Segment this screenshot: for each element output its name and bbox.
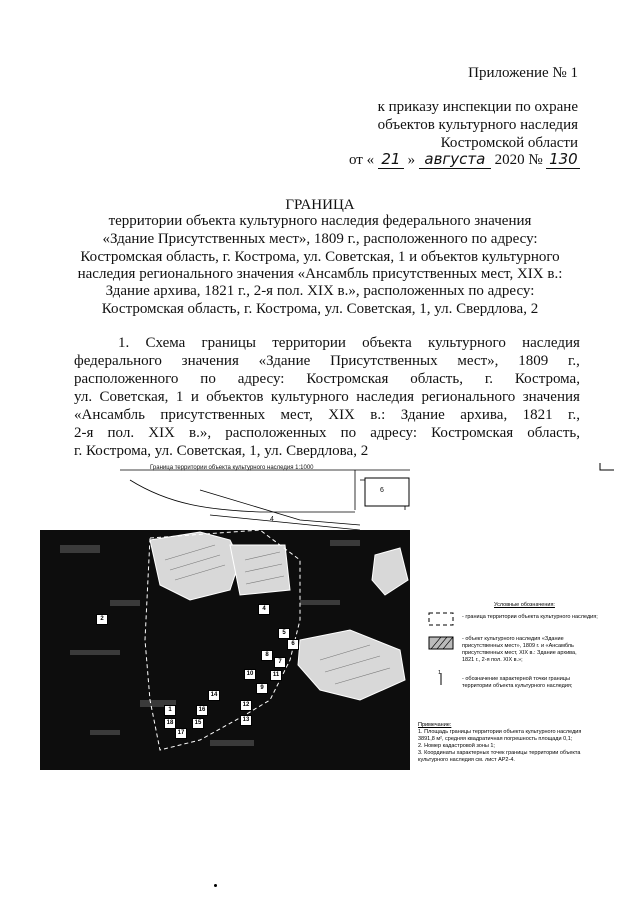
point-label-11: 11 (270, 670, 282, 681)
order-line-3: Костромской области (440, 135, 578, 151)
note-1b: 3891,8 м², средняя квадратичная погрешность площади 0,1; (418, 736, 573, 742)
point-label-2: 2 (96, 614, 108, 625)
legend-item-heritage-1: - объект культурного наследия «Здание (462, 636, 564, 642)
appendix-label: Приложение № 1 (468, 65, 578, 81)
order-line-1: к приказу инспекции по охране (377, 99, 578, 115)
title-line-2: «Здание Присутственных мест», 1809 г., расположенного по адресу: (102, 231, 538, 247)
point-label-12: 12 (240, 700, 252, 711)
date-prefix: от « (349, 152, 375, 168)
legend-item-heritage-4: 1821 г., 2-я пол. XIX в.»; (462, 657, 523, 663)
date-day: 21 (378, 150, 404, 169)
title-line-3: Костромская область, г. Кострома, ул. Советская, 1 и объектов культурного (80, 249, 560, 265)
point-label-13: 13 (240, 715, 252, 726)
map-title: Граница территории объекта культурного наследия 1:1000 (150, 465, 314, 471)
note-1: 1. Площадь границы территории объекта культурного наследия (418, 729, 582, 735)
title-line-5: Здание архива, 1821 г., 2-я пол. XIX в.», расположенных по адресу: (105, 283, 535, 299)
legend-point-marker: 1 (438, 670, 442, 676)
point-label-18: 18 (164, 718, 176, 729)
legend-item-boundary: - граница территории объекта культурного наследия; (462, 614, 598, 620)
legend-title: Условные обозначения: (494, 602, 555, 608)
order-line-2: объектов культурного наследия (377, 117, 578, 133)
point-label-14: 14 (208, 690, 220, 701)
point-label-8: 8 (261, 650, 273, 661)
note-3: 3. Координаты характерных точек границы территории объекта (418, 750, 581, 756)
body-line-6: 2-я пол. XIX в.», расположенных по адресу: Костромская область, (74, 425, 580, 441)
point-label-4: 4 (258, 604, 270, 615)
point-label-7: 7 (274, 657, 286, 668)
legend-symbols (428, 611, 454, 691)
point-label-6: 6 (287, 639, 299, 650)
date-mid: » (407, 152, 416, 168)
point-label-15: 15 (192, 718, 204, 729)
document-title: ГРАНИЦА (285, 197, 355, 213)
point-label-5: 5 (278, 628, 290, 639)
legend-item-point-2: территории объекта культурного наследия; (462, 683, 573, 689)
body-line-1: 1. Схема границы территории объекта культурного наследия (118, 335, 580, 351)
point-label-17: 17 (175, 728, 187, 739)
legend-item-heritage-3: присутственных мест, XIX в.: Здание архива, (462, 650, 577, 656)
body-line-7: г. Кострома, ул. Советская, 1, ул. Свердлова, 2 (74, 443, 369, 459)
point-label-16: 16 (196, 705, 208, 716)
point-label-10: 10 (244, 669, 256, 680)
legend-item-heritage-2: присутственных мест», 1809 г. и «Ансамбль (462, 643, 574, 649)
map-label-street-4: 4 (270, 516, 274, 523)
notes-title: Примечание: (418, 722, 452, 728)
note-2: 2. Номер кадастровой зоны 1; (418, 743, 495, 749)
title-line-1: территории объекта культурного наследия федерального значения (108, 213, 532, 229)
body-line-2: федерального значения «Здание Присутственных мест», 1809 г., (74, 353, 580, 369)
body-line-4: ул. Советская, 1 и объектов культурного наследия регионального значения (74, 389, 580, 405)
legend-item-point-1: - обозначение характерной точки границы (462, 676, 570, 682)
date-month: августа (419, 150, 491, 169)
title-line-4: наследия регионального значения «Ансамбль присутственных мест, XIX в.: (77, 266, 563, 282)
body-line-3: расположенного по адресу: Костромская область, г. Кострома, (74, 371, 580, 387)
building-outline (365, 478, 409, 506)
date-year: 2020 № (494, 152, 543, 168)
point-label-9: 9 (256, 683, 268, 694)
date-number: 130 (546, 150, 580, 169)
map-label-building-6: 6 (380, 487, 384, 494)
point-label-1: 1 (164, 705, 176, 716)
title-line-6: Костромская область, г. Кострома, ул. Советская, 1, ул. Свердлова, 2 (101, 301, 539, 317)
note-3b: культурного наследия см. лист АР2-4. (418, 757, 515, 763)
body-line-5: «Ансамбль присутственных мест, XIX в.: Здание архива, 1821 г., (74, 407, 580, 423)
scan-speck (214, 884, 217, 887)
